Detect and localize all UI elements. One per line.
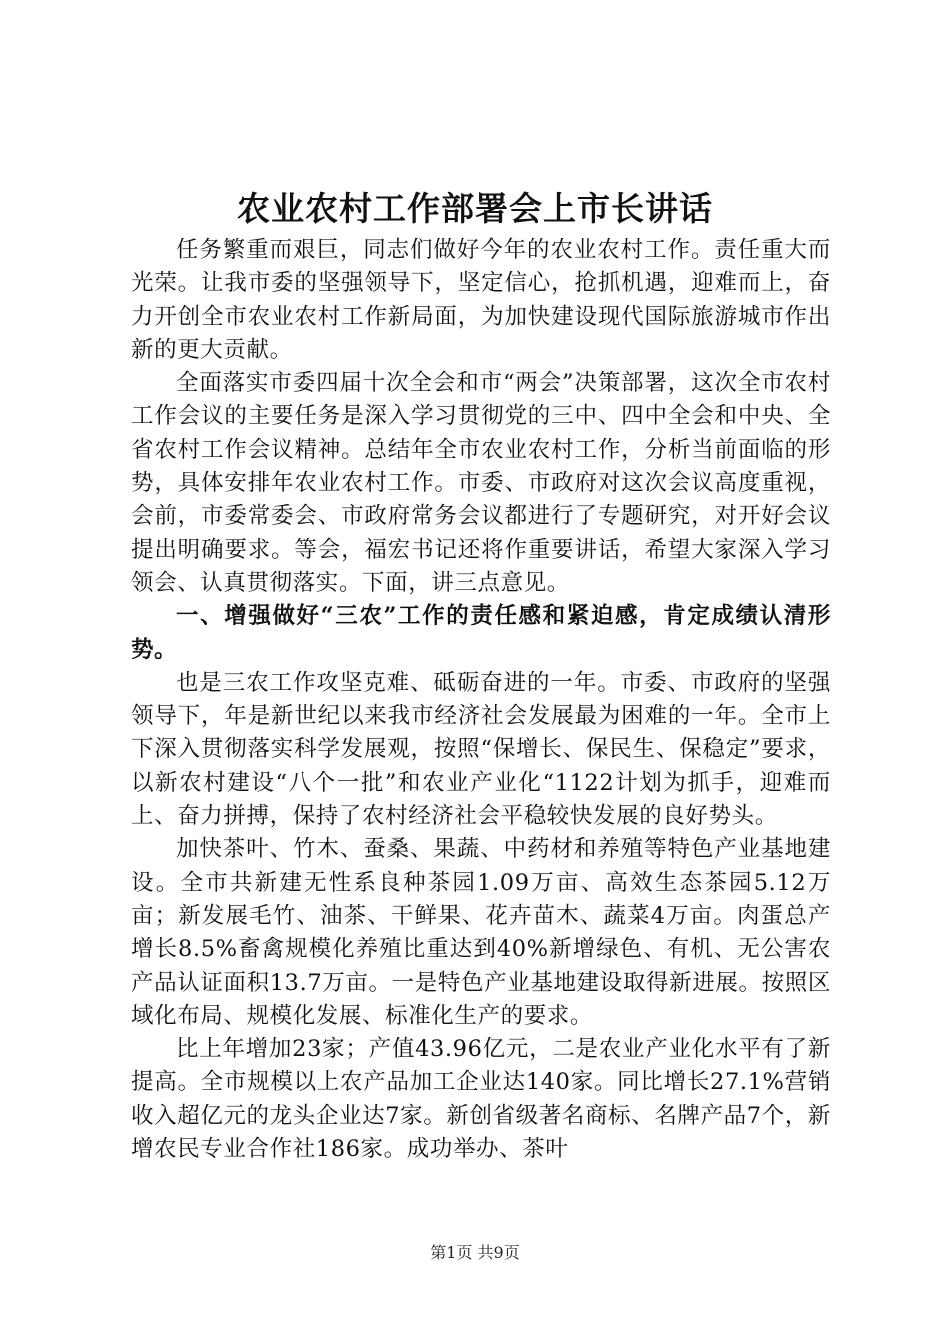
- page-number-footer: 第1页 共9页: [430, 1243, 520, 1262]
- paragraph: 比上年增加23家；产值43.96亿元，二是农业产业化水平有了新提高。全市规模以上农产品加工企业达140家。同比增长27.1%营销收入超亿元的龙头企业达7家。新创省级著名商标、名牌产品7个，新增农民专业合作社186家。成功举办、茶叶: [131, 1036, 831, 1163]
- paragraph: 也是三农工作攻坚克难、砥砺奋进的一年。市委、市政府的坚强领导下，年是新世纪以来我市经济社会发展最为困难的一年。全市上下深入贯彻落实科学发展观，按照“保增长、保民生、保稳定”要求，以新农村建设“八个一批”和农业产业化“1122计划为抓手，迎难而上、奋力拼搏，保持了农村经济社会平稳较快发展的良好势头。: [131, 669, 831, 830]
- paragraph: 加快茶叶、竹木、蚕桑、果蔬、中药材和养殖等特色产业基地建设。全市共新建无性系良种茶园1.09万亩、高效生态茶园5.12万亩；新发展毛竹、油茶、干鲜果、花卉苗木、蔬菜4万亩。肉蛋总产增长8.5%畜禽规模化养殖比重达到40%新增绿色、有机、无公害农产品认证面积13.7万亩。一是特色产业基地建设取得新进展。按照区域化布局、规模化发展、标准化生产的要求。: [131, 836, 831, 1029]
- paragraph: 全面落实市委四届十次全会和市“两会”决策部署，这次全市农村工作会议的主要任务是深入学习贯彻党的三中、四中全会和中央、全省农村工作会议精神。总结年全市农业农村工作，分析当前面临的形势，具体安排年农业农村工作。市委、市政府对这次会议高度重视，会前，市委常委会、市政府常务会议都进行了专题研究，对开好会议提出明确要求。等会，福宏书记还将作重要讲话，希望大家深入学习领会、认真贯彻落实。下面，讲三点意见。: [131, 370, 831, 596]
- paragraph: 任务繁重而艰巨，同志们做好今年的农业农村工作。责任重大而光荣。让我市委的坚强领导下，坚定信心，抢抓机遇，迎难而上，奋力开创全市农业农村工作新局面，为加快建设现代国际旅游城市作出新的更大贡献。: [131, 237, 831, 363]
- section-heading: 一、增强做好“三农”工作的责任感和紧迫感，肯定成绩认清形势。: [131, 603, 831, 663]
- document-body: [131, 234, 831, 1166]
- document-title: 农业农村工作部署会上市长讲话: [237, 189, 713, 228]
